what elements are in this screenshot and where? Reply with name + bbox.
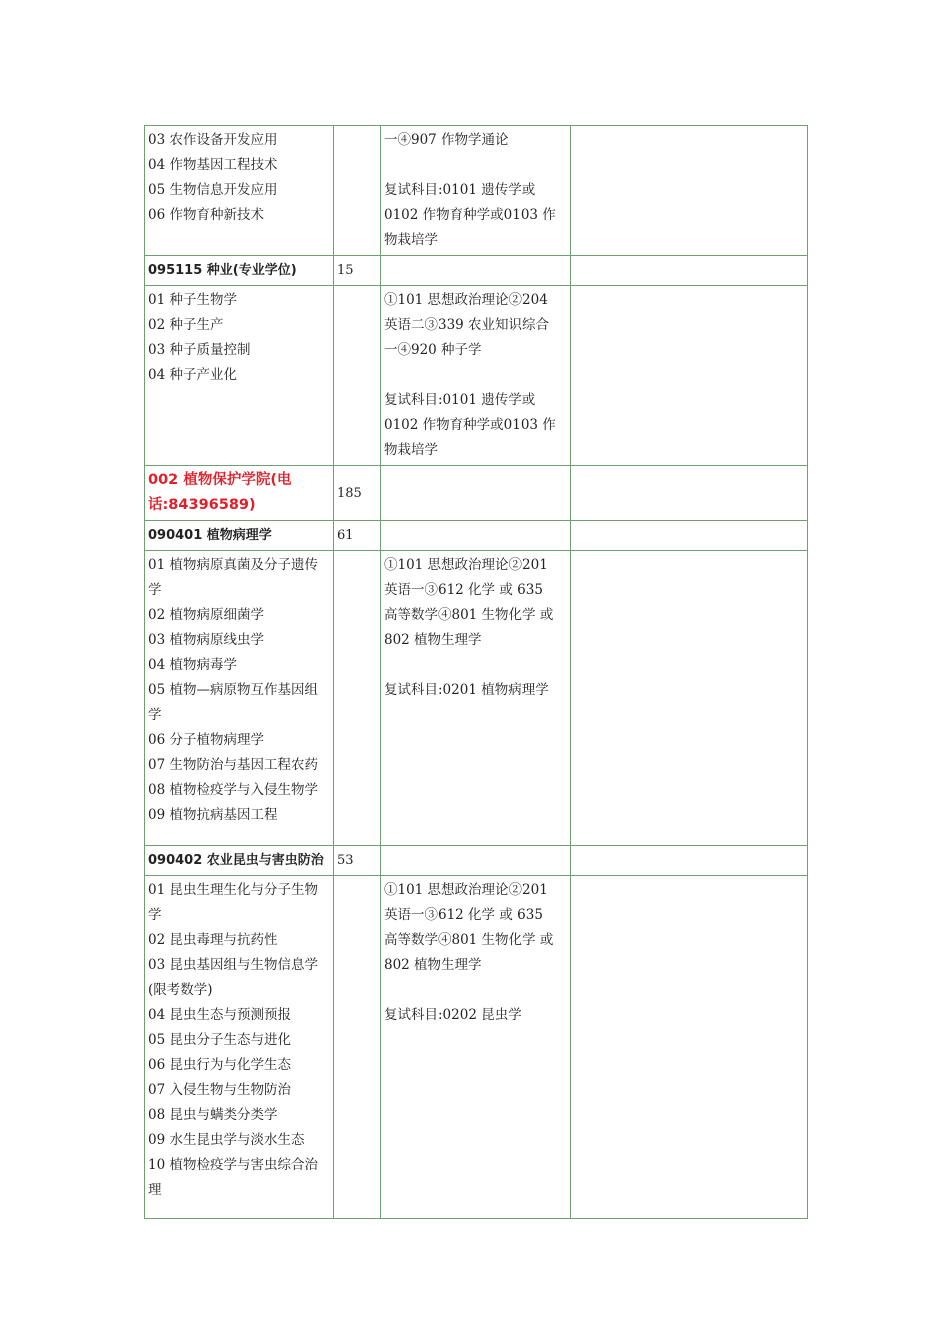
quota-value: 61 <box>337 528 354 543</box>
direction-item: 07 入侵生物与生物防治 <box>148 1082 291 1098</box>
direction-item: 05 昆虫分子生态与进化 <box>148 1032 291 1048</box>
remarks-cell <box>571 286 808 466</box>
remarks-cell <box>571 876 808 1219</box>
direction-item: 06 分子植物病理学 <box>148 732 264 748</box>
exam-line: ①101 思想政治理论②201 <box>384 882 548 898</box>
direction-item: 05 生物信息开发应用 <box>148 182 278 198</box>
major-header-row <box>145 846 808 876</box>
exam-line: 0102 作物育种学或0103 作 <box>384 207 556 223</box>
table-row <box>145 126 808 256</box>
research-directions-cell <box>145 551 334 846</box>
direction-item: 04 作物基因工程技术 <box>148 157 278 173</box>
college-title: 002 植物保护学院(电话:84396589) <box>148 472 292 513</box>
exam-subjects-cell <box>381 876 571 1219</box>
exam-line: 复试科目:0201 植物病理学 <box>384 682 549 698</box>
exam-subjects-cell <box>381 286 571 466</box>
exam-line: 英语一③612 化学 或 635 <box>384 582 543 598</box>
major-title: 090402 农业昆虫与害虫防治 <box>148 853 324 868</box>
quota-value: 53 <box>337 853 354 868</box>
direction-item: 03 农作设备开发应用 <box>148 132 278 148</box>
exam-line: 复试科目:0202 昆虫学 <box>384 1007 522 1023</box>
direction-item: 01 种子生物学 <box>148 292 237 308</box>
exam-line: ①101 思想政治理论②204 <box>384 292 548 308</box>
direction-item: 08 昆虫与螨类分类学 <box>148 1107 278 1123</box>
direction-item: 09 植物抗病基因工程 <box>148 807 278 823</box>
exam-line: 物栽培学 <box>384 232 438 248</box>
direction-item: 02 种子生产 <box>148 317 224 333</box>
direction-item: 01 植物病原真菌及分子遗传学 <box>148 557 318 598</box>
exam-line: 0102 作物育种学或0103 作 <box>384 417 556 433</box>
major-title: 095115 种业(专业学位) <box>148 263 297 278</box>
table-row <box>145 286 808 466</box>
quota-cell <box>334 126 381 256</box>
exam-line: 英语二③339 农业知识综合 <box>384 317 550 333</box>
exam-subjects-cell <box>381 551 571 846</box>
research-directions-cell <box>145 286 334 466</box>
admissions-table <box>144 125 808 1219</box>
exam-line: 复试科目:0101 遗传学或 <box>384 392 536 408</box>
direction-item: 05 植物—病原物互作基因组学 <box>148 682 318 723</box>
exam-line: 802 植物生理学 <box>384 632 482 648</box>
direction-item: 01 昆虫生理生化与分子生物学 <box>148 882 318 923</box>
exam-line: 复试科目:0101 遗传学或 <box>384 182 536 198</box>
direction-item: 06 作物育种新技术 <box>148 207 264 223</box>
quota-cell <box>334 551 381 846</box>
table-row <box>145 551 808 846</box>
direction-item: 02 植物病原细菌学 <box>148 607 264 623</box>
exam-line: 物栽培学 <box>384 442 438 458</box>
direction-item: 03 植物病原线虫学 <box>148 632 264 648</box>
direction-item: 03 种子质量控制 <box>148 342 251 358</box>
research-directions-cell <box>145 876 334 1219</box>
direction-item: 04 种子产业化 <box>148 367 237 383</box>
direction-item: 10 植物检疫学与害虫综合治理 <box>148 1157 318 1198</box>
remarks-cell <box>571 126 808 256</box>
exam-line: 高等数学④801 生物化学 或 <box>384 607 554 623</box>
major-header-row <box>145 521 808 551</box>
remarks-cell <box>571 551 808 846</box>
exam-line: 英语一③612 化学 或 635 <box>384 907 543 923</box>
quota-cell <box>334 286 381 466</box>
direction-item: 09 水生昆虫学与淡水生态 <box>148 1132 305 1148</box>
direction-item: 04 植物病毒学 <box>148 657 237 673</box>
table-row <box>145 876 808 1219</box>
direction-item: 07 生物防治与基因工程农药 <box>148 757 318 773</box>
exam-line: ①101 思想政治理论②201 <box>384 557 548 573</box>
direction-item: 02 昆虫毒理与抗药性 <box>148 932 278 948</box>
direction-item: 08 植物检疫学与入侵生物学 <box>148 782 318 798</box>
exam-line: 一④920 种子学 <box>384 342 482 358</box>
exam-line: 高等数学④801 生物化学 或 <box>384 932 554 948</box>
quota-value: 15 <box>337 263 354 278</box>
quota-value: 185 <box>337 485 362 501</box>
quota-cell <box>334 876 381 1219</box>
exam-subjects-cell <box>381 126 571 256</box>
major-title: 090401 植物病理学 <box>148 528 272 543</box>
direction-item: 03 昆虫基因组与生物信息学(限考数学) <box>148 957 318 998</box>
college-header-row <box>145 466 808 521</box>
exam-line: 802 植物生理学 <box>384 957 482 973</box>
direction-item: 06 昆虫行为与化学生态 <box>148 1057 291 1073</box>
research-directions-cell <box>145 126 334 256</box>
major-header-row <box>145 256 808 286</box>
direction-item: 04 昆虫生态与预测预报 <box>148 1007 291 1023</box>
exam-line: 一④907 作物学通论 <box>384 132 509 148</box>
